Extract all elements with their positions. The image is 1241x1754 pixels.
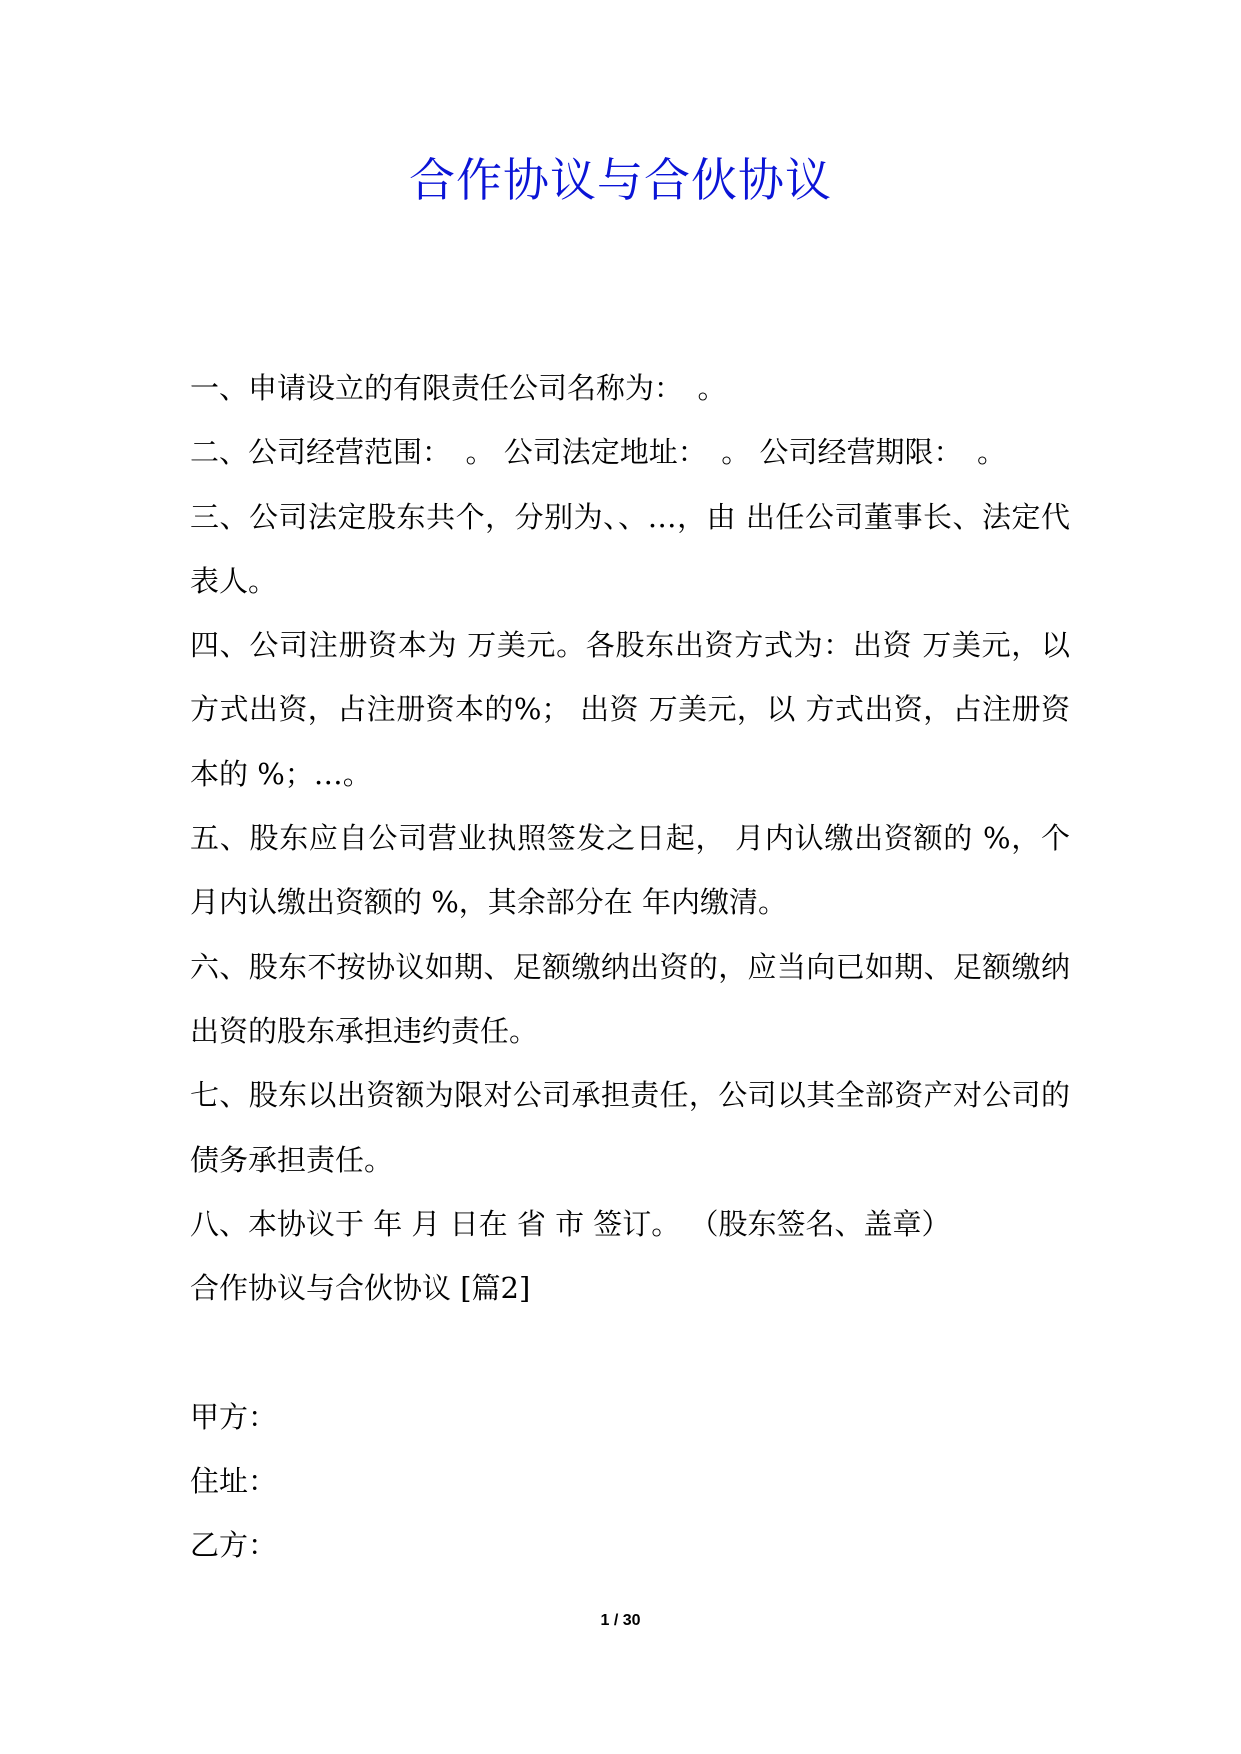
- clause-4: 四、公司注册资本为 万美元。各股东出资方式为：出资 万美元，以 方式出资，占注册资本的%； 出资 万美元，以 方式出资，占注册资本的 %；…。: [190, 628, 1070, 791]
- clause-6: 六、股东不按协议如期、足额缴纳出资的，应当向已如期、足额缴纳出资的股东承担违约责任。: [190, 949, 1070, 1048]
- spacer: [190, 1320, 1070, 1384]
- page-number: 1 / 30: [600, 1612, 641, 1629]
- clause-8: 八、本协议于 年 月 日在 省 市 签订。 （股东签名、盖章）: [190, 1206, 951, 1241]
- clause-2: 二、公司经营范围： 。 公司法定地址： 。 公司经营期限： 。: [190, 435, 1006, 470]
- section-heading: 合作协议与合伙协议 [篇2]: [190, 1271, 531, 1306]
- document-title: 合作协议与合伙协议: [409, 153, 832, 207]
- clause-7: 七、股东以出资额为限对公司承担责任，公司以其全部资产对公司的债务承担责任。: [190, 1078, 1070, 1177]
- address-field: 住址：: [190, 1464, 278, 1499]
- party-a-field: 甲方：: [190, 1399, 278, 1434]
- party-b-field: 乙方：: [190, 1528, 278, 1563]
- clause-3: 三、公司法定股东共个，分别为、、…，由 出任公司董事长、法定代表人。: [190, 499, 1070, 598]
- clause-1: 一、申请设立的有限责任公司名称为： 。: [190, 371, 727, 405]
- clause-5: 五、股东应自公司营业执照签发之日起， 月内认缴出资额的 %，个月内认缴出资额的 %，其余部分在 年内缴清。: [190, 821, 1070, 920]
- document-body: [190, 356, 1070, 1578]
